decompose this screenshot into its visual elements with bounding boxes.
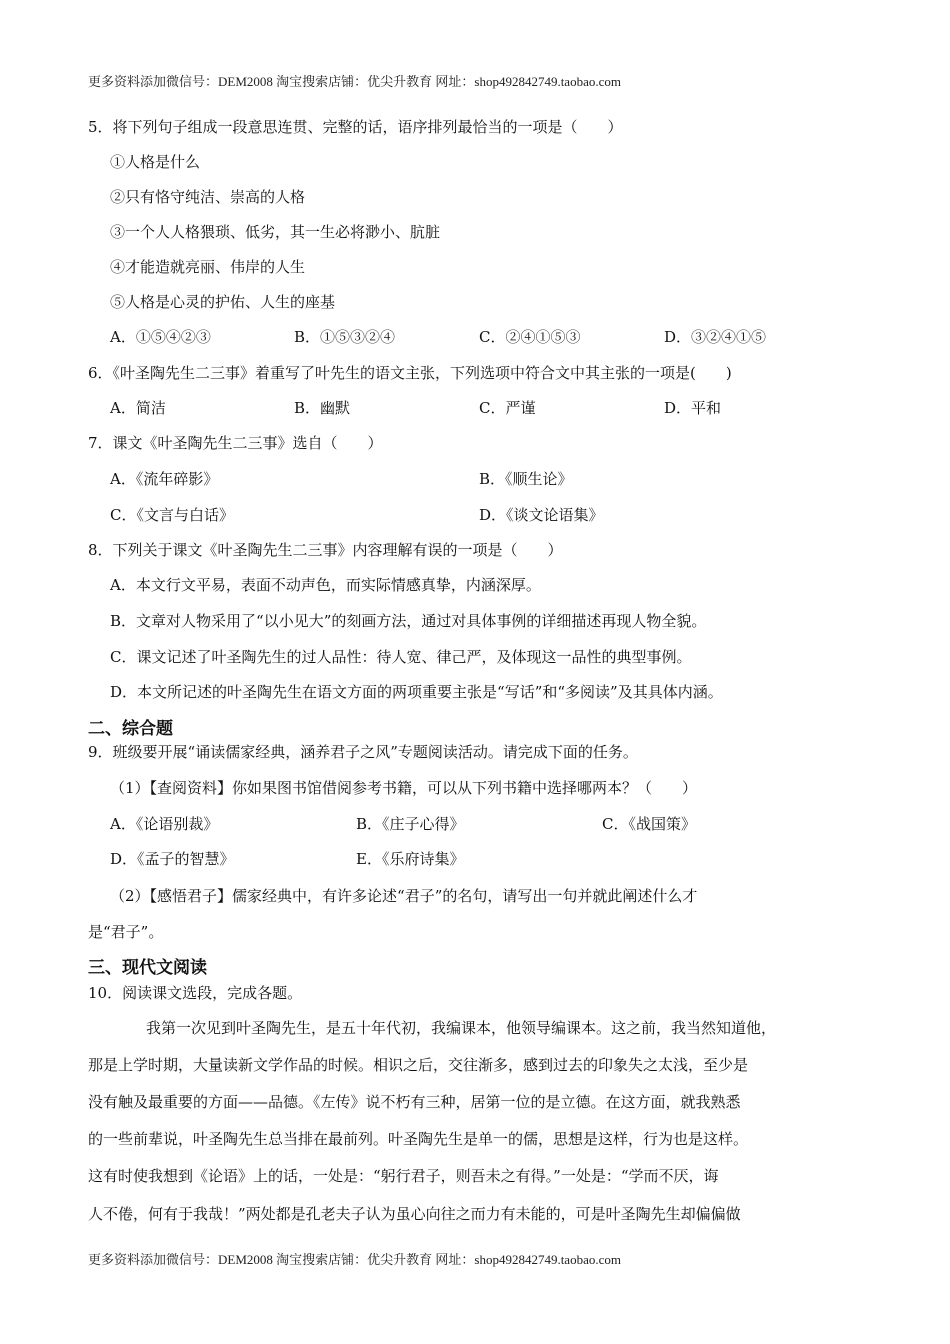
q7-option-c: C．《文言与白话》 [110, 506, 234, 524]
q5-item-5: ⑤人格是心灵的护佑、人生的座基 [110, 293, 336, 311]
q9-sub2-line1: （2）【感悟君子】儒家经典中，有许多论述“君子”的名句，请写出一句并就此阐述什么才 [110, 887, 698, 905]
q5-stem: 5．将下列句子组成一段意思连贯、完整的话，语序排列最恰当的一项是（ ） [88, 118, 623, 136]
q6-stem: 6．《叶圣陶先生二三事》着重写了叶先生的语文主张，下列选项中符合文中其主张的一项是( ) [88, 364, 732, 382]
passage-line-1: 我第一次见到叶圣陶先生，是五十年代初，我编课本，他领导编课本。这之前，我当然知道他， [146, 1019, 777, 1037]
q9-option-a: A．《论语别裁》 [110, 815, 219, 833]
passage-line-6: 人不倦，何有于我哉！”两处都是孔老夫子认为虽心向往之而力有未能的，可是叶圣陶先生却偏偏做 [88, 1205, 741, 1223]
q9-option-d: D．《孟子的智慧》 [110, 850, 235, 868]
q7-option-a: A．《流年碎影》 [110, 470, 219, 488]
section-heading-modern-reading: 三、现代文阅读 [88, 958, 207, 978]
q5-item-4: ④才能造就亮丽、伟岸的人生 [110, 258, 306, 276]
q7-option-d: D．《谈文论语集》 [479, 506, 604, 524]
q5-item-1: ①人格是什么 [110, 153, 201, 171]
q6-option-a: A．简洁 [110, 399, 166, 417]
passage-line-5: 这有时使我想到《论语》上的话，一处是：“躬行君子，则吾未之有得。”一处是：“学而不厌，诲 [88, 1167, 719, 1185]
q6-option-d: D．平和 [664, 399, 722, 417]
q8-option-b: B．文章对人物采用了“以小见大”的刻画方法，通过对具体事例的详细描述再现人物全貌。 [110, 612, 707, 630]
q9-sub2-line2: 是“君子”。 [88, 923, 164, 941]
q9-sub1: （1）【查阅资料】你如果图书馆借阅参考书籍，可以从下列书籍中选择哪两本？（ ） [110, 779, 698, 797]
q6-option-c: C．严谨 [479, 399, 536, 417]
q8-stem: 8．下列关于课文《叶圣陶先生二三事》内容理解有误的一项是（ ） [88, 541, 563, 559]
page-footer: 更多资料添加微信号：DEM2008 淘宝搜索店铺：优尖升教育 网址：shop492842749.taobao.com [88, 1252, 621, 1267]
q8-option-a: A．本文行文平易，表面不动声色，而实际情感真挚，内涵深厚。 [110, 576, 541, 594]
q5-item-3: ③一个人人格猥琐、低劣，其一生必将渺小、肮脏 [110, 223, 441, 241]
passage-line-3: 没有触及最重要的方面——品德。《左传》说不朽有三种，居第一位的是立德。在这方面，就我熟悉 [88, 1093, 741, 1111]
q5-item-2: ②只有恪守纯洁、崇高的人格 [110, 188, 306, 206]
q6-option-b: B．幽默 [294, 399, 351, 417]
q7-stem: 7．课文《叶圣陶先生二三事》选自（ ） [88, 434, 383, 452]
q9-option-c: C．《战国策》 [602, 815, 696, 833]
q5-option-c: C．②④①⑤③ [479, 328, 581, 346]
section-heading-comprehensive: 二、综合题 [88, 719, 173, 739]
passage-line-4: 的一些前辈说，叶圣陶先生总当排在最前列。叶圣陶先生是单一的儒，思想是这样，行为也是这样。 [88, 1130, 749, 1148]
q8-option-c: C．课文记述了叶圣陶先生的过人品性：待人宽、律己严，及体现这一品性的典型事例。 [110, 648, 692, 666]
q9-stem: 9．班级要开展“诵读儒家经典，涵养君子之风”专题阅读活动。请完成下面的任务。 [88, 743, 638, 761]
q9-option-b: B．《庄子心得》 [356, 815, 465, 833]
q9-option-e: E．《乐府诗集》 [356, 850, 465, 868]
q5-option-a: A．①⑤④②③ [110, 328, 211, 346]
q5-option-b: B．①⑤③②④ [294, 328, 396, 346]
q10-stem: 10．阅读课文选段，完成各题。 [88, 984, 303, 1002]
passage-line-2: 那是上学时期，大量读新文学作品的时候。相识之后，交往渐多，感到过去的印象失之太浅，至少是 [88, 1056, 749, 1074]
q5-option-d: D．③②④①⑤ [664, 328, 767, 346]
page-header: 更多资料添加微信号：DEM2008 淘宝搜索店铺：优尖升教育 网址：shop492842749.taobao.com [88, 74, 621, 89]
q8-option-d: D．本文所记述的叶圣陶先生在语文方面的两项重要主张是“写话”和“多阅读”及其具体内涵。 [110, 683, 723, 701]
q7-option-b: B．《顺生论》 [479, 470, 573, 488]
